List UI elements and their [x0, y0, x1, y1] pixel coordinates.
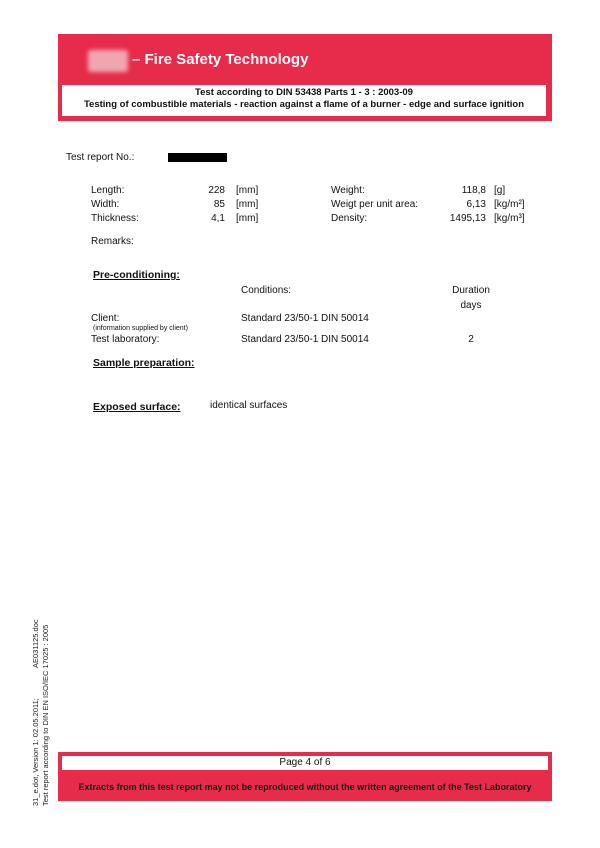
side-accreditation: Test report according to DIN EN ISO/IEC 17025 : 2005 [41, 624, 50, 806]
duration-unit: days [460, 300, 482, 311]
client-note: (information supplied by client) [93, 325, 188, 332]
weight-value: 118,8 [461, 185, 486, 196]
length-unit: [mm] [236, 185, 259, 196]
lab-label: Test laboratory: [91, 334, 160, 345]
weight-area-unit: [kg/m²] [494, 199, 525, 210]
weight-area-value: 6,13 [466, 199, 486, 210]
side-doc-file: AE031125.doc [31, 619, 40, 668]
company-logo-redacted [88, 50, 128, 72]
lab-duration: 2 [468, 334, 474, 345]
density-value: 1495,13 [449, 213, 486, 224]
header-banner [58, 34, 552, 121]
density-label: Density: [331, 213, 368, 224]
width-unit: [mm] [236, 199, 259, 210]
weight-area-label: Weigt per unit area: [331, 199, 419, 210]
report-number-label: Test report No.: [66, 152, 135, 163]
width-value: 85 [213, 199, 225, 210]
duration-header: Duration [452, 285, 490, 296]
footer-notice: Extracts from this test report may not be reproduced without the written agreement of the Test Laboratory [78, 782, 532, 792]
page-number: Page 4 of 6 [62, 756, 548, 770]
client-condition: Standard 23/50-1 DIN 50014 [241, 313, 369, 324]
thickness-value: 4,1 [211, 213, 225, 224]
conditions-header: Conditions: [241, 285, 292, 296]
thickness-unit: [mm] [236, 213, 259, 224]
lab-condition: Standard 23/50-1 DIN 50014 [241, 334, 369, 345]
width-label: Width: [91, 199, 120, 210]
thickness-label: Thickness: [91, 213, 139, 224]
length-value: 228 [208, 185, 225, 196]
report-number-redacted [168, 153, 227, 162]
density-unit: [kg/m³] [494, 213, 525, 224]
header-standard-box [62, 85, 546, 116]
sample-preparation-title: Sample preparation: [93, 357, 195, 369]
side-doc-version: 31_e.dot, Version 1: 02.05.2011; [31, 698, 40, 806]
standard-line: Test according to DIN 53438 Parts 1 - 3 : 2003-09 [195, 87, 413, 98]
preconditioning-title: Pre-conditioning: [93, 269, 180, 281]
header-title: – Fire Safety Technology [132, 51, 309, 68]
weight-unit: [g] [494, 185, 506, 196]
remarks-label: Remarks: [91, 236, 134, 247]
exposed-surface-title: Exposed surface: [93, 401, 181, 413]
footer-banner [58, 752, 552, 801]
weight-label: Weight: [331, 185, 365, 196]
description-line: Testing of combustible materials - reaction against a flame of a burner - edge and surface ignition [83, 99, 525, 110]
exposed-surface-value: identical surfaces [210, 400, 288, 411]
length-label: Length: [91, 185, 125, 196]
client-label: Client: [91, 313, 120, 324]
